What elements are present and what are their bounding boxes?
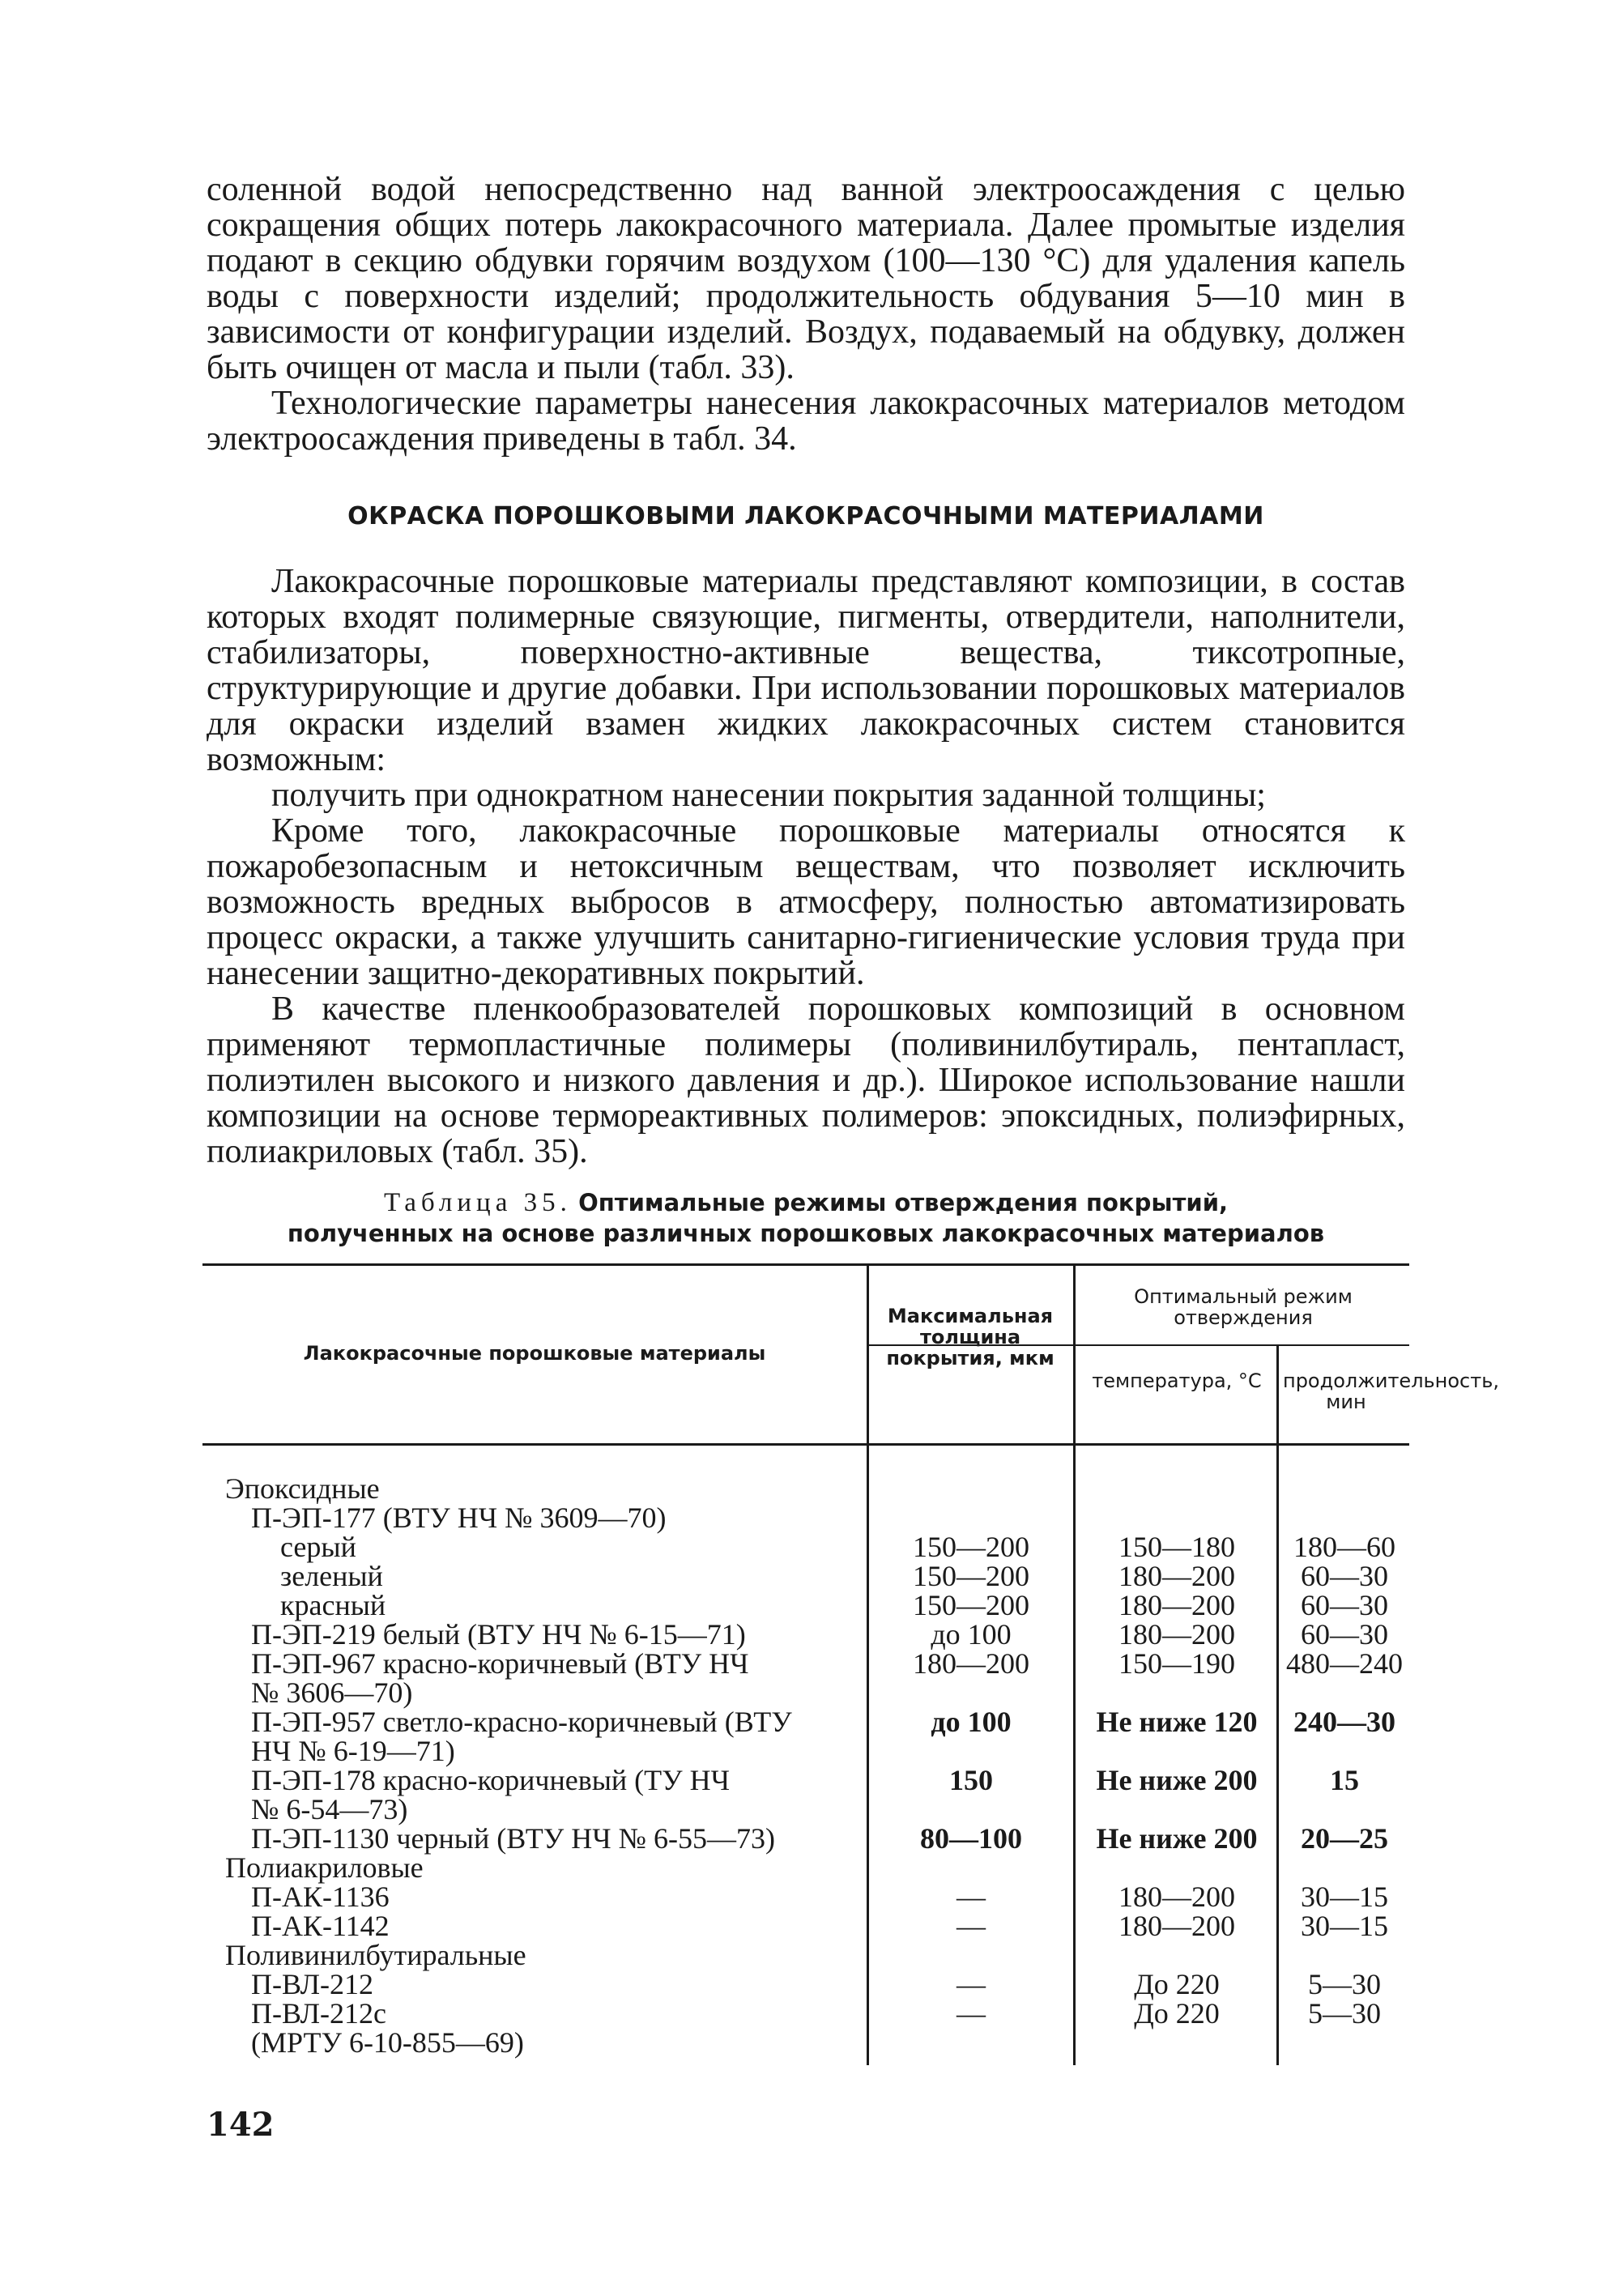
cell-temperature: Не ниже 200	[1096, 1764, 1258, 1796]
table-top-rule	[202, 1263, 1409, 1266]
cell-temperature: 180—200	[1118, 1560, 1235, 1592]
cell-material: П-ЭП-967 красно-коричневый (ВТУ НЧ	[251, 1647, 749, 1680]
table-row	[202, 1474, 1409, 1503]
cell-duration: 20—25	[1301, 1822, 1388, 1855]
header-thickness: Максимальная толщина покрытия, мкм	[886, 1305, 1055, 1370]
cell-thickness: 150—200	[913, 1560, 1029, 1592]
cell-duration: 15	[1330, 1764, 1359, 1796]
cell-thickness: —	[957, 1997, 986, 2030]
table-row	[202, 1620, 1409, 1649]
cell-material: П-ВЛ-212	[251, 1968, 374, 2000]
cell-duration: 60—30	[1301, 1589, 1388, 1621]
table-row	[202, 1824, 1409, 1853]
cell-duration: 240—30	[1293, 1706, 1395, 1738]
table-row	[202, 1591, 1409, 1620]
table-row	[202, 1678, 1409, 1707]
cell-material: П-ВЛ-212с	[251, 1997, 387, 2030]
cell-material: (МРТУ 6-10-855—69)	[251, 2026, 524, 2059]
cell-duration: 180—60	[1293, 1531, 1395, 1563]
main-text-block	[207, 564, 1405, 1169]
paragraph-film-formers: В качестве пленкообразователей порошковых композиций в основном применяют термопластичные полимеры (поливинилбутираль, пентапласт, полиэтилен высокого и низкого давления и др.). Широкое использование нашли композиции на основе термореактивных полимеров: эпоксидных, полиэфирных, полиакриловых (табл. 35).	[207, 990, 1405, 1170]
cell-temperature: До 220	[1134, 1997, 1220, 2030]
section-heading: ОКРАСКА ПОРОШКОВЫМИ ЛАКОКРАСОЧНЫМИ МАТЕРИАЛАМИ	[347, 502, 1264, 530]
cell-thickness: —	[957, 1968, 986, 2000]
table-row	[202, 1940, 1409, 1970]
paragraph-continued: соленной водой непосредственно над ванной электроосаждения с целью сокращения общих потерь лакокрасочного материала. Далее промытые изделия подают в секцию обдувки горячим воздухом (100—130 °С) для удаления капель воды с поверхности изделий; продолжительность обдувания 5—10 мин в зависимости от конфигурации изделий. Воздух, подаваемый на обдувку, должен быть очищен от масла и пыли (табл. 33).	[207, 171, 1405, 386]
cell-temperature: 180—200	[1118, 1589, 1235, 1621]
cell-temperature: До 220	[1134, 1968, 1220, 2000]
cell-thickness: 150—200	[913, 1589, 1029, 1621]
cell-material: П-ЭП-957 светло-красно-коричневый (ВТУ	[251, 1706, 792, 1738]
cell-duration: 480—240	[1286, 1647, 1403, 1680]
cell-thickness: 150	[949, 1764, 993, 1796]
cell-thickness: до 100	[931, 1706, 1012, 1738]
cell-material: П-ЭП-219 белый (ВТУ НЧ № 6-15—71)	[251, 1618, 746, 1651]
paragraph-electrodeposition-params: Технологические параметры нанесения лакокрасочных материалов методом электроосаждения приведены в табл. 34.	[207, 385, 1405, 458]
cell-temperature: 150—180	[1118, 1531, 1235, 1563]
cell-thickness: —	[957, 1910, 986, 1942]
cell-thickness: —	[957, 1881, 986, 1913]
cell-material: серый	[280, 1531, 356, 1563]
table-row	[202, 1882, 1409, 1911]
table-row	[202, 1532, 1409, 1561]
page-number: 142	[207, 2106, 275, 2144]
cell-thickness: 150—200	[913, 1531, 1029, 1563]
cell-temperature: 180—200	[1118, 1910, 1235, 1942]
cell-temperature: Не ниже 200	[1096, 1822, 1258, 1855]
cell-material: красный	[280, 1589, 386, 1621]
table-row	[202, 1649, 1409, 1678]
cell-temperature: Не ниже 120	[1096, 1706, 1258, 1738]
table-caption	[207, 1187, 1405, 1249]
cell-thickness: до 100	[931, 1618, 1012, 1651]
paragraph-powder-materials: Лакокрасочные порошковые материалы представляют композиции, в состав которых входят полимерные связующие, пигменты, отвердители, наполнители, стабилизаторы, поверхностно-активные вещества, тиксотропные, структурирующие и другие добавки. При использовании порошковых материалов для окраски изделий взамен жидких лакокрасочных систем становится возможным:	[207, 563, 1405, 778]
table-caption-label: Таблица 35.	[383, 1188, 572, 1217]
cell-temperature: 180—200	[1118, 1881, 1235, 1913]
table-row	[202, 2028, 1409, 2057]
header-cure-mode: Оптимальный режим отверждения	[1134, 1285, 1353, 1329]
table-row	[202, 1999, 1409, 2028]
top-text-block	[207, 172, 1405, 457]
table-row	[202, 1736, 1409, 1766]
cell-material: № 6-54—73)	[251, 1793, 408, 1825]
header-temperature: температура, °С	[1092, 1370, 1262, 1392]
table-row	[202, 1911, 1409, 1940]
cell-material: П-ЭП-1130 черный (ВТУ НЧ № 6-55—73)	[251, 1822, 775, 1855]
table-row	[202, 1561, 1409, 1591]
cure-modes-table	[202, 1263, 1499, 2073]
cell-duration: 30—15	[1301, 1910, 1388, 1942]
table-row	[202, 1766, 1409, 1795]
cell-material: П-ЭП-177 (ВТУ НЧ № 3609—70)	[251, 1502, 667, 1534]
cell-material: Полиакриловые	[225, 1851, 424, 1884]
cell-duration: 5—30	[1308, 1968, 1381, 2000]
table-row	[202, 1707, 1409, 1736]
table-caption-title-2: полученных на основе различных порошковых лакокрасочных материалов	[287, 1220, 1325, 1247]
table-row	[202, 1853, 1409, 1882]
paragraph-safety: Кроме того, лакокрасочные порошковые материалы относятся к пожаробезопасным и нетоксичным веществам, что позволяет исключить возможность вредных выбросов в атмосферу, полностью автоматизировать процесс окраски, а также улучшить санитарно-гигиенические условия труда при нанесении защитно-декоративных покрытий.	[207, 812, 1405, 992]
table-caption-title-1: Оптимальные режимы отверждения покрытий,	[578, 1189, 1229, 1216]
cell-duration: 60—30	[1301, 1560, 1388, 1592]
header-duration: продолжительность, мин	[1283, 1370, 1499, 1413]
cell-material: НЧ № 6-19—71)	[251, 1735, 455, 1767]
cell-temperature: 180—200	[1118, 1618, 1235, 1651]
table-row	[202, 1503, 1409, 1532]
table-header-rule	[202, 1443, 1409, 1446]
cell-material: П-ЭП-178 красно-коричневый (ТУ НЧ	[251, 1764, 731, 1796]
cell-material: № 3606—70)	[251, 1676, 413, 1709]
cell-material: П-АК-1136	[251, 1881, 390, 1913]
table-row	[202, 1795, 1409, 1824]
cell-temperature: 150—190	[1118, 1647, 1235, 1680]
cell-material: Поливинилбутиральные	[225, 1939, 526, 1971]
cell-duration: 60—30	[1301, 1618, 1388, 1651]
paragraph-list-item: получить при однократном нанесении покрытия заданной толщины;	[271, 777, 1266, 814]
cell-thickness: 180—200	[913, 1647, 1029, 1680]
cell-material: зеленый	[280, 1560, 383, 1592]
cell-thickness: 80—100	[920, 1822, 1022, 1855]
header-material: Лакокрасочные порошковые материалы	[303, 1342, 766, 1365]
table-caption-line1	[207, 1187, 1405, 1218]
table-row	[202, 1970, 1409, 1999]
cell-material: П-АК-1142	[251, 1910, 390, 1942]
cell-material: Эпоксидные	[225, 1472, 380, 1505]
cell-duration: 30—15	[1301, 1881, 1388, 1913]
cell-duration: 5—30	[1308, 1997, 1381, 2030]
